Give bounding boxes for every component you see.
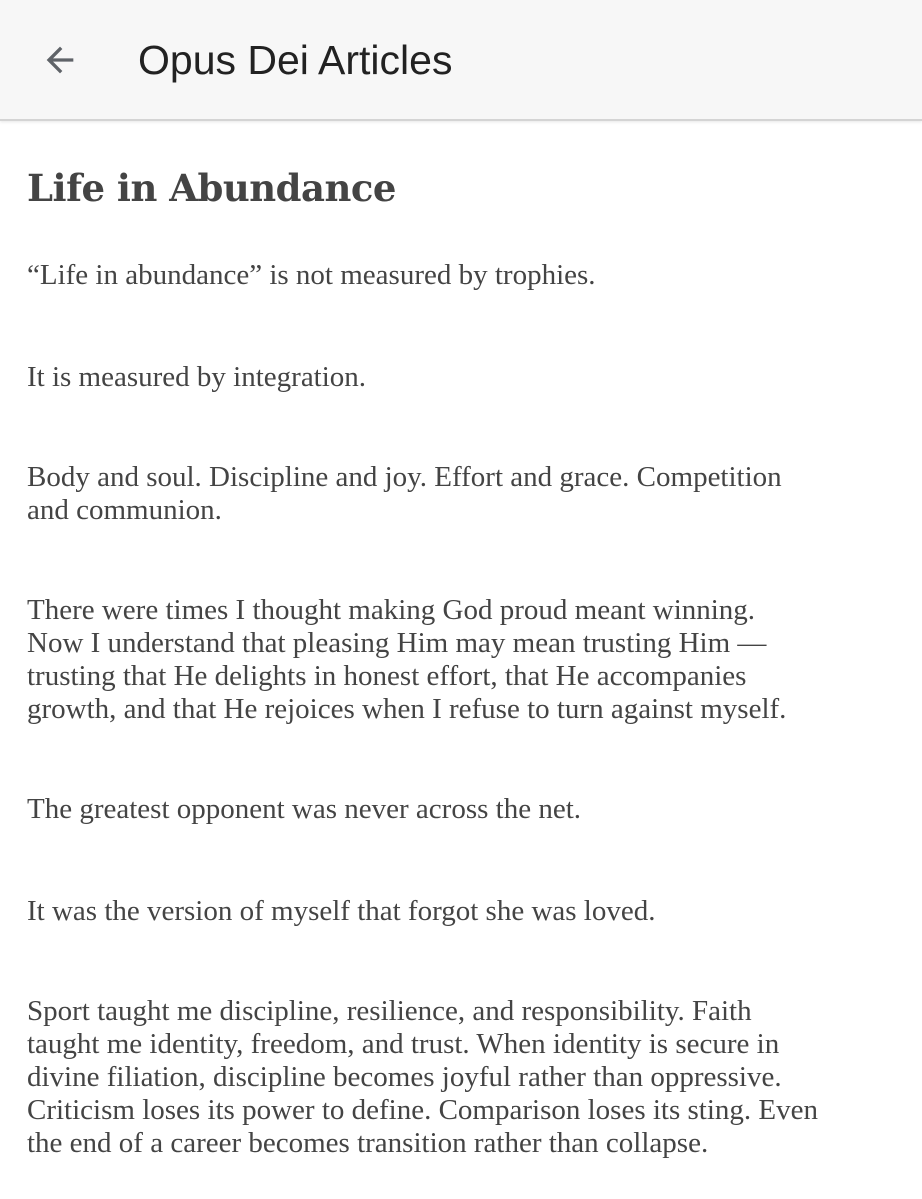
arrow-back-icon [40,40,80,80]
paragraph-line: Body and soul. Discipline and joy. Effort and grace. Competition [27,461,782,493]
paragraph-line: Now I understand that pleasing Him may mean trusting Him — [27,627,767,659]
paragraph-3 [27,461,782,527]
app-title: Opus Dei Articles [138,37,453,83]
paragraph-line: Sport taught me discipline, resilience, and responsibility. Faith [27,995,752,1027]
paragraph-line: “Life in abundance” is not measured by trophies. [27,259,596,291]
paragraph-1 [27,259,596,292]
paragraph-line: It is measured by integration. [27,361,367,393]
article-content [27,121,902,1159]
paragraph-line: taught me identity, freedom, and trust. When identity is secure in [27,1028,780,1060]
paragraph-7 [27,995,818,1160]
back-button[interactable] [28,28,92,92]
paragraph-line: There were times I thought making God proud meant winning. [27,594,756,626]
paragraph-4 [27,594,786,726]
article-title: Life in Abundance [27,166,396,210]
paragraph-line: divine filiation, discipline becomes joyful rather than oppressive. [27,1061,782,1093]
app-bar [0,0,922,121]
paragraph-line: It was the version of myself that forgot she was loved. [27,895,656,927]
paragraph-line: the end of a career becomes transition rather than collapse. [27,1127,709,1159]
paragraph-line: trusting that He delights in honest effort, that He accompanies [27,660,747,692]
paragraph-6 [27,895,655,928]
paragraph-line: Criticism loses its power to define. Comparison loses its sting. Even [27,1094,818,1126]
paragraph-line: growth, and that He rejoices when I refuse to turn against myself. [27,693,787,725]
paragraph-line: and communion. [27,494,222,526]
paragraph-5 [27,793,581,826]
paragraph-2 [27,361,366,394]
paragraph-line: The greatest opponent was never across the net. [27,793,582,825]
